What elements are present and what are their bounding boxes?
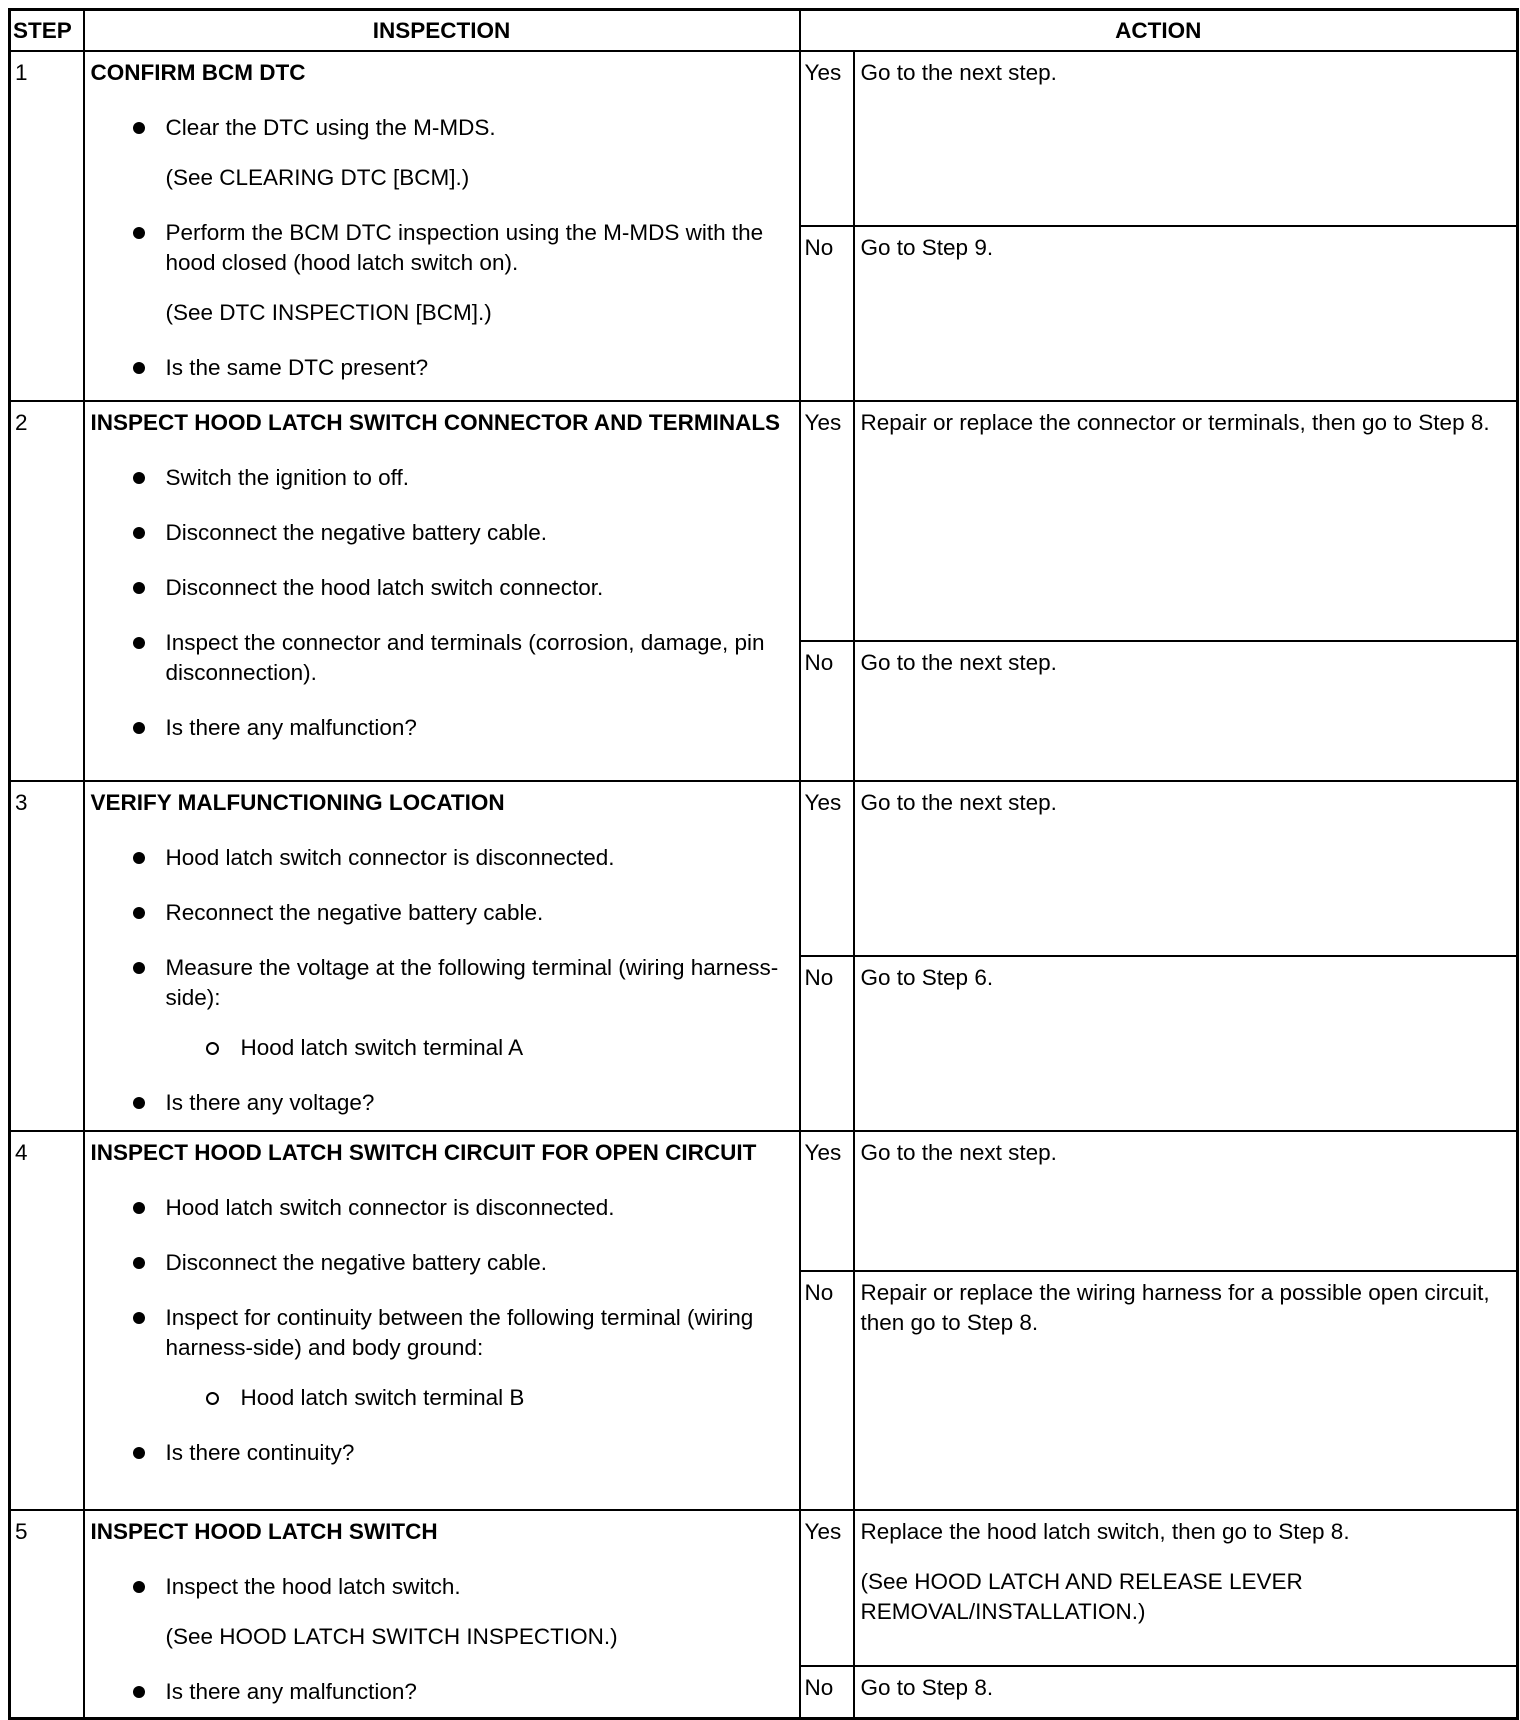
inspection-list [91,113,793,383]
inspection-title: CONFIRM BCM DTC [90,60,306,85]
step-number: 5 [10,1510,84,1718]
step-number: 4 [10,1131,84,1510]
inspection-item-text: Hood latch switch connector is disconnected. [165,1195,615,1220]
inspection-item-text: Is there any voltage? [165,1090,375,1115]
step-row-yes [10,1131,1518,1271]
inspection-cell [84,401,800,781]
inspection-item [91,573,793,603]
yes-action [854,1131,1518,1271]
step-row-yes [10,401,1518,641]
step-row-yes [10,781,1518,956]
inspection-title: INSPECT HOOD LATCH SWITCH CIRCUIT FOR OPEN CIRCUIT [90,1140,757,1165]
inspection-item [91,1193,793,1223]
header-row [10,10,1518,52]
inspection-title: INSPECT HOOD LATCH SWITCH CONNECTOR AND TERMINALS [90,410,781,435]
inspection-item [91,463,793,493]
step-number: 1 [10,51,84,401]
inspection-item [91,113,793,143]
inspection-item-text: Switch the ignition to off. [165,465,409,490]
inspection-list [91,1572,793,1707]
inspection-title: INSPECT HOOD LATCH SWITCH [90,1519,438,1544]
yes-action [854,51,1518,226]
inspection-sublist [166,1033,793,1063]
yes-action [854,401,1518,641]
inspection-item [91,218,793,278]
inspection-item [91,1248,793,1278]
no-action: Go to Step 9. [854,226,1518,401]
inspection-item [91,1677,793,1707]
inspection-item-text: Hood latch switch connector is disconnected. [165,845,615,870]
yes-label: Yes [800,1510,854,1666]
yes-action-text: Replace the hood latch switch, then go to Step 8. [860,1519,1350,1544]
inspection-item-text: Disconnect the negative battery cable. [165,520,547,545]
inspection-sublist [166,1383,793,1413]
yes-action-text: Go to the next step. [860,60,1057,85]
inspection-item [91,843,793,873]
no-label: No [800,1271,854,1510]
inspection-cell [84,1131,800,1510]
inspection-list [91,1193,793,1468]
inspection-item [91,518,793,548]
no-action: Go to Step 8. [854,1666,1518,1718]
inspection-item [91,1572,793,1602]
inspection-note: (See HOOD LATCH SWITCH INSPECTION.) [165,1624,618,1649]
step-row-yes [10,1510,1518,1666]
no-label: No [800,956,854,1131]
inspection-item-text: Inspect the hood latch switch. [165,1574,461,1599]
no-action: Repair or replace the wiring harness for a possible open circuit, then go to Step 8. [854,1271,1518,1510]
inspection-subitem: Hood latch switch terminal A [91,1033,793,1063]
yes-action-text: Go to the next step. [860,790,1057,815]
inspection-item-text: Inspect for continuity between the following terminal (wiring harness-side) and body ground: [165,1305,754,1360]
yes-action-text: Go to the next step. [860,1140,1057,1165]
yes-action-text: Repair or replace the connector or terminals, then go to Step 8. [860,410,1490,435]
inspection-item-text: Perform the BCM DTC inspection using the M-MDS with the hood closed (hood latch switch on). [165,220,764,275]
inspection-item-text: Reconnect the negative battery cable. [165,900,544,925]
inspection-list [91,463,793,743]
inspection-item-text: Is there continuity? [165,1440,355,1465]
inspection-note: (See DTC INSPECTION [BCM].) [165,300,492,325]
inspection-item-text: Is the same DTC present? [165,355,429,380]
inspection-item-text: Is there any malfunction? [165,715,417,740]
header-action: ACTION [800,10,1518,52]
inspection-note: (See CLEARING DTC [BCM].) [165,165,470,190]
inspection-list [91,843,793,1118]
inspection-item-text: Is there any malfunction? [165,1679,417,1704]
inspection-item [91,353,793,383]
no-action: Go to the next step. [854,641,1518,781]
yes-label: Yes [800,781,854,956]
step-number: 3 [10,781,84,1131]
inspection-item [91,1303,793,1413]
inspection-item [91,898,793,928]
inspection-item [91,1088,793,1118]
yes-label: Yes [800,1131,854,1271]
inspection-item [91,628,793,688]
inspection-item [91,1438,793,1468]
yes-action [854,1510,1518,1666]
inspection-subitem: Hood latch switch terminal B [91,1383,793,1413]
no-label: No [800,641,854,781]
yes-action [854,781,1518,956]
inspection-title: VERIFY MALFUNCTIONING LOCATION [90,790,505,815]
yes-label: Yes [800,51,854,226]
step-row-yes [10,51,1518,226]
step-number: 2 [10,401,84,781]
yes-label: Yes [800,401,854,641]
inspection-item-text: Disconnect the hood latch switch connector. [165,575,604,600]
inspection-item-text: Inspect the connector and terminals (corrosion, damage, pin disconnection). [165,630,765,685]
yes-action-note: (See HOOD LATCH AND RELEASE LEVER REMOVAL/INSTALLATION.) [860,1569,1303,1624]
inspection-item-text: Clear the DTC using the M-MDS. [165,115,496,140]
inspection-item-text: Measure the voltage at the following terminal (wiring harness-side): [165,955,779,1010]
header-step: STEP [10,10,84,52]
inspection-cell [84,1510,800,1718]
inspection-item-text: Disconnect the negative battery cable. [165,1250,547,1275]
no-label: No [800,1666,854,1718]
diagnostic-table [8,8,1519,1720]
inspection-item [91,713,793,743]
inspection-cell [84,51,800,401]
no-action: Go to Step 6. [854,956,1518,1131]
no-label: No [800,226,854,401]
inspection-item [91,953,793,1063]
inspection-cell [84,781,800,1131]
header-inspection: INSPECTION [84,10,800,52]
